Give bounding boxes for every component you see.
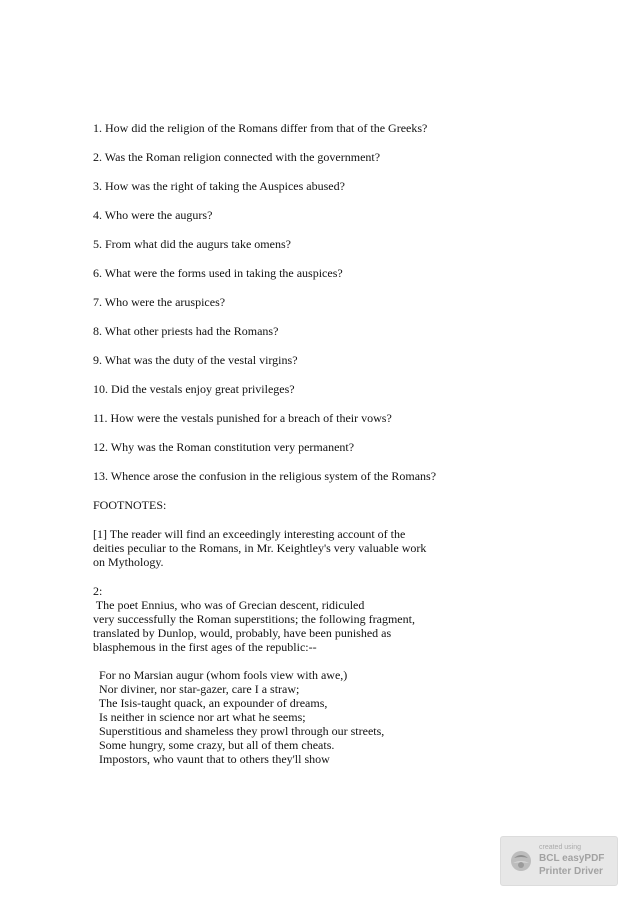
footnote-line: on Mythology. xyxy=(93,555,164,569)
bcl-logo-icon xyxy=(509,849,533,873)
question-item: 11. How were the vestals punished for a breach of their vows? xyxy=(93,411,392,425)
watermark-product: BCL easyPDF xyxy=(539,853,605,864)
question-item: 8. What other priests had the Romans? xyxy=(93,324,279,338)
question-item: 5. From what did the augurs take omens? xyxy=(93,237,291,251)
footnote-line: The poet Ennius, who was of Grecian descent, ridiculed xyxy=(93,598,365,612)
watermark-driver: Printer Driver xyxy=(539,866,603,877)
question-item: 4. Who were the augurs? xyxy=(93,208,213,222)
poem-line: Is neither in science nor art what he seems; xyxy=(93,710,306,724)
poem-line: Impostors, who vaunt that to others they'll show xyxy=(93,752,330,766)
footnote-1 xyxy=(93,527,573,569)
question-item: 9. What was the duty of the vestal virgins? xyxy=(93,353,298,367)
poem-quote xyxy=(93,668,573,766)
footnotes-heading: FOOTNOTES: xyxy=(93,498,167,512)
footnote-line: [1] The reader will find an exceedingly interesting account of the xyxy=(93,527,406,541)
footnote-line: translated by Dunlop, would, probably, have been punished as xyxy=(93,626,392,640)
footnote-2 xyxy=(93,584,573,654)
footnote-line: very successfully the Roman superstitions; the following fragment, xyxy=(93,612,415,626)
question-item: 6. What were the forms used in taking the auspices? xyxy=(93,266,343,280)
watermark-caption: created using xyxy=(539,844,582,851)
question-item: 3. How was the right of taking the Auspices abused? xyxy=(93,179,345,193)
poem-line: The Isis-taught quack, an expounder of dreams, xyxy=(93,696,328,710)
footnote-line: 2: xyxy=(93,584,103,598)
question-item: 7. Who were the aruspices? xyxy=(93,295,226,309)
footnote-line: blasphemous in the first ages of the republic:-- xyxy=(93,640,317,654)
poem-line: Nor diviner, nor star-gazer, care I a straw; xyxy=(93,682,300,696)
question-item: 1. How did the religion of the Romans differ from that of the Greeks? xyxy=(93,121,428,135)
question-list xyxy=(93,121,573,483)
question-item: 12. Why was the Roman constitution very permanent? xyxy=(93,440,355,454)
poem-line: Some hungry, some crazy, but all of them cheats. xyxy=(93,738,335,752)
question-item: 10. Did the vestals enjoy great privileges? xyxy=(93,382,295,396)
question-item: 13. Whence arose the confusion in the religious system of the Romans? xyxy=(93,469,437,483)
poem-line: For no Marsian augur (whom fools view with awe,) xyxy=(93,668,348,682)
easypdf-watermark xyxy=(500,836,618,886)
document-page xyxy=(93,121,573,766)
poem-line: Superstitious and shameless they prowl through our streets, xyxy=(93,724,385,738)
footnote-line: deities peculiar to the Romans, in Mr. Keightley's very valuable work xyxy=(93,541,427,555)
question-item: 2. Was the Roman religion connected with the government? xyxy=(93,150,381,164)
